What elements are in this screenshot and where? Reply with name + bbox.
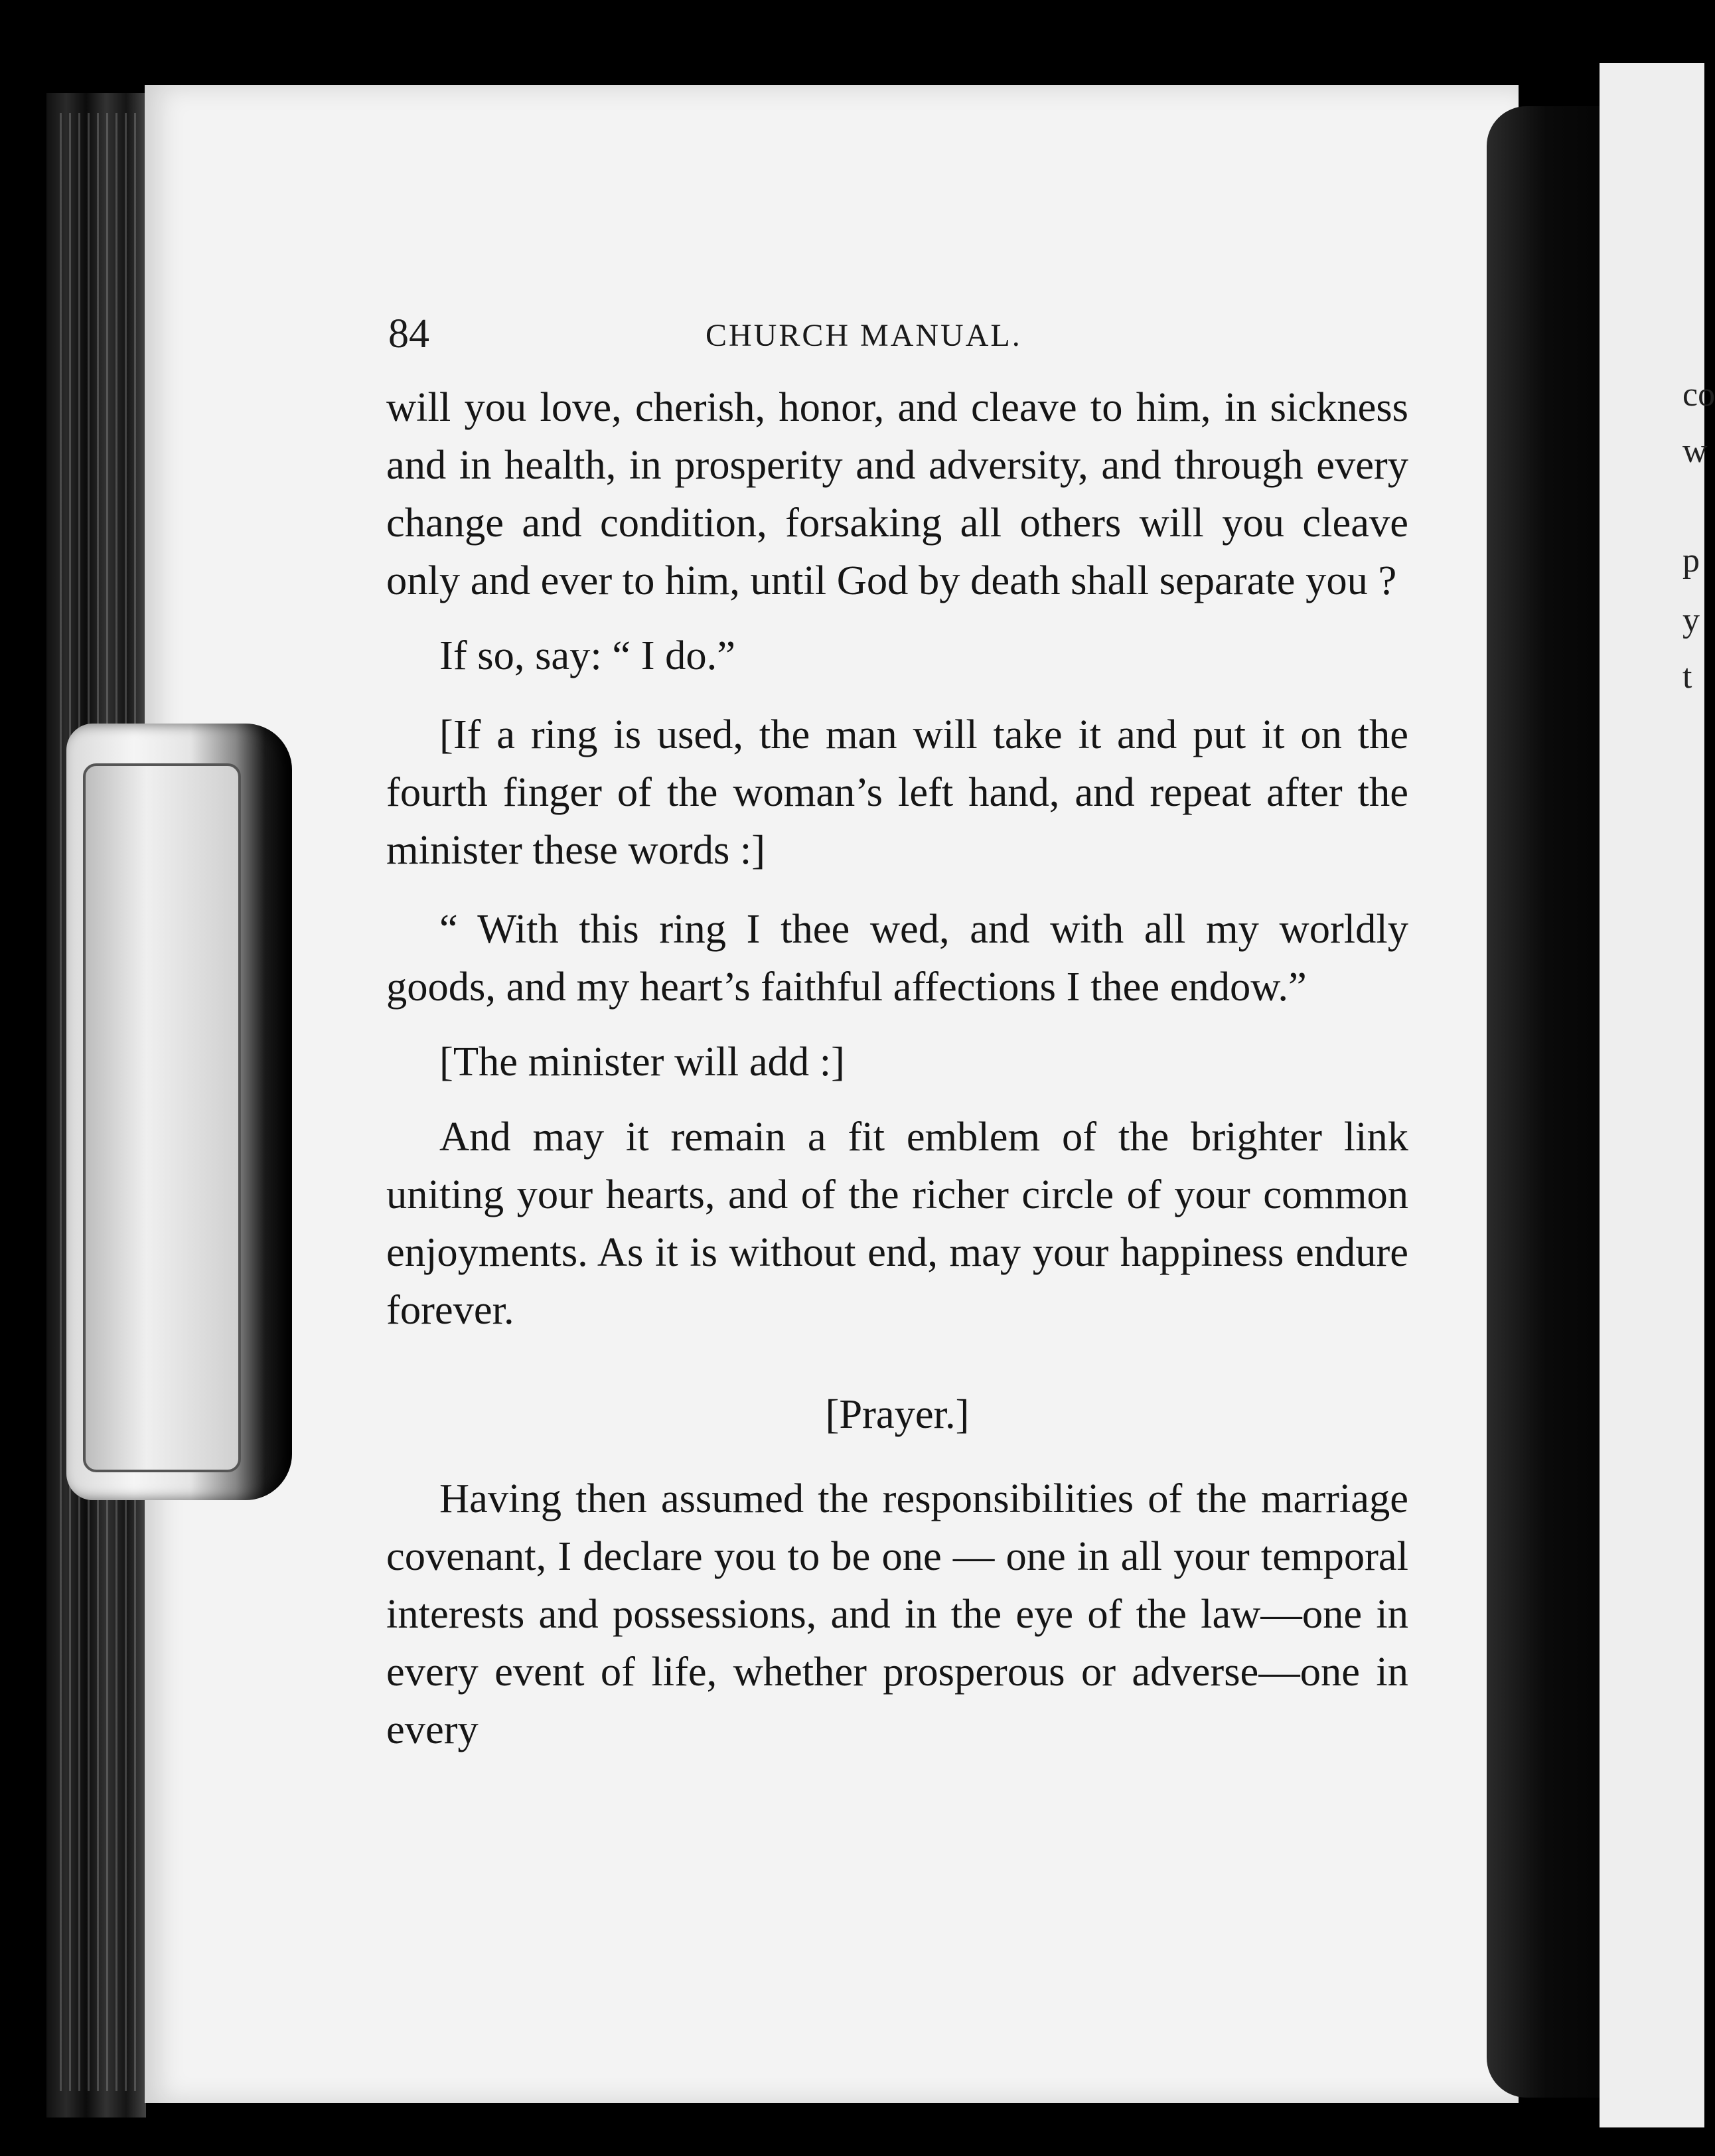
page-number: 84 <box>388 311 429 356</box>
running-head: CHURCH MANUAL. <box>706 318 1022 353</box>
facing-page-fragment: w <box>1682 432 1708 470</box>
page-clip-inner <box>83 763 241 1472</box>
body-text <box>386 378 1408 1758</box>
paragraph: [If a ring is used, the man will take it and put it on the fourth finger of the woman’s left hand, and repeat after the minister these words :] <box>386 711 1408 873</box>
facing-page-fragment: p <box>1682 542 1700 579</box>
section-heading: [Prayer.] <box>825 1391 970 1437</box>
paragraph: will you love, cherish, honor, and cleave to him, in sickness and in health, in prosperity and adversity, and through every change and condition, forsaking all others will you cleave only and ever to him, until God by death shall separate you ? <box>386 384 1408 603</box>
paragraph: Having then assumed the responsibilities of the marriage covenant, I declare you to be one — one in all your temporal interests and possessions, and in the eye of the law—one in every event of life, whether prosperous or adverse—one in every <box>386 1475 1408 1752</box>
paragraph: And may it remain a fit emblem of the brighter link uniting your hearts, and of the richer circle of your common enjoyments. As it is without end, may your happiness endure forever. <box>386 1113 1408 1333</box>
facing-page-edge <box>1600 63 1715 2127</box>
paragraph: “ With this ring I thee wed, and with all my worldly goods, and my heart’s faithful affections I thee endow.” <box>386 905 1408 1010</box>
paragraph: If so, say: “ I do.” <box>439 632 736 678</box>
facing-page-fragment: co <box>1682 376 1715 414</box>
book-gutter <box>1487 106 1606 2098</box>
facing-page-fragment: y <box>1682 601 1700 639</box>
page-header <box>388 311 1118 364</box>
paragraph: [The minister will add :] <box>439 1038 845 1085</box>
facing-page-fragment: t <box>1682 658 1692 696</box>
